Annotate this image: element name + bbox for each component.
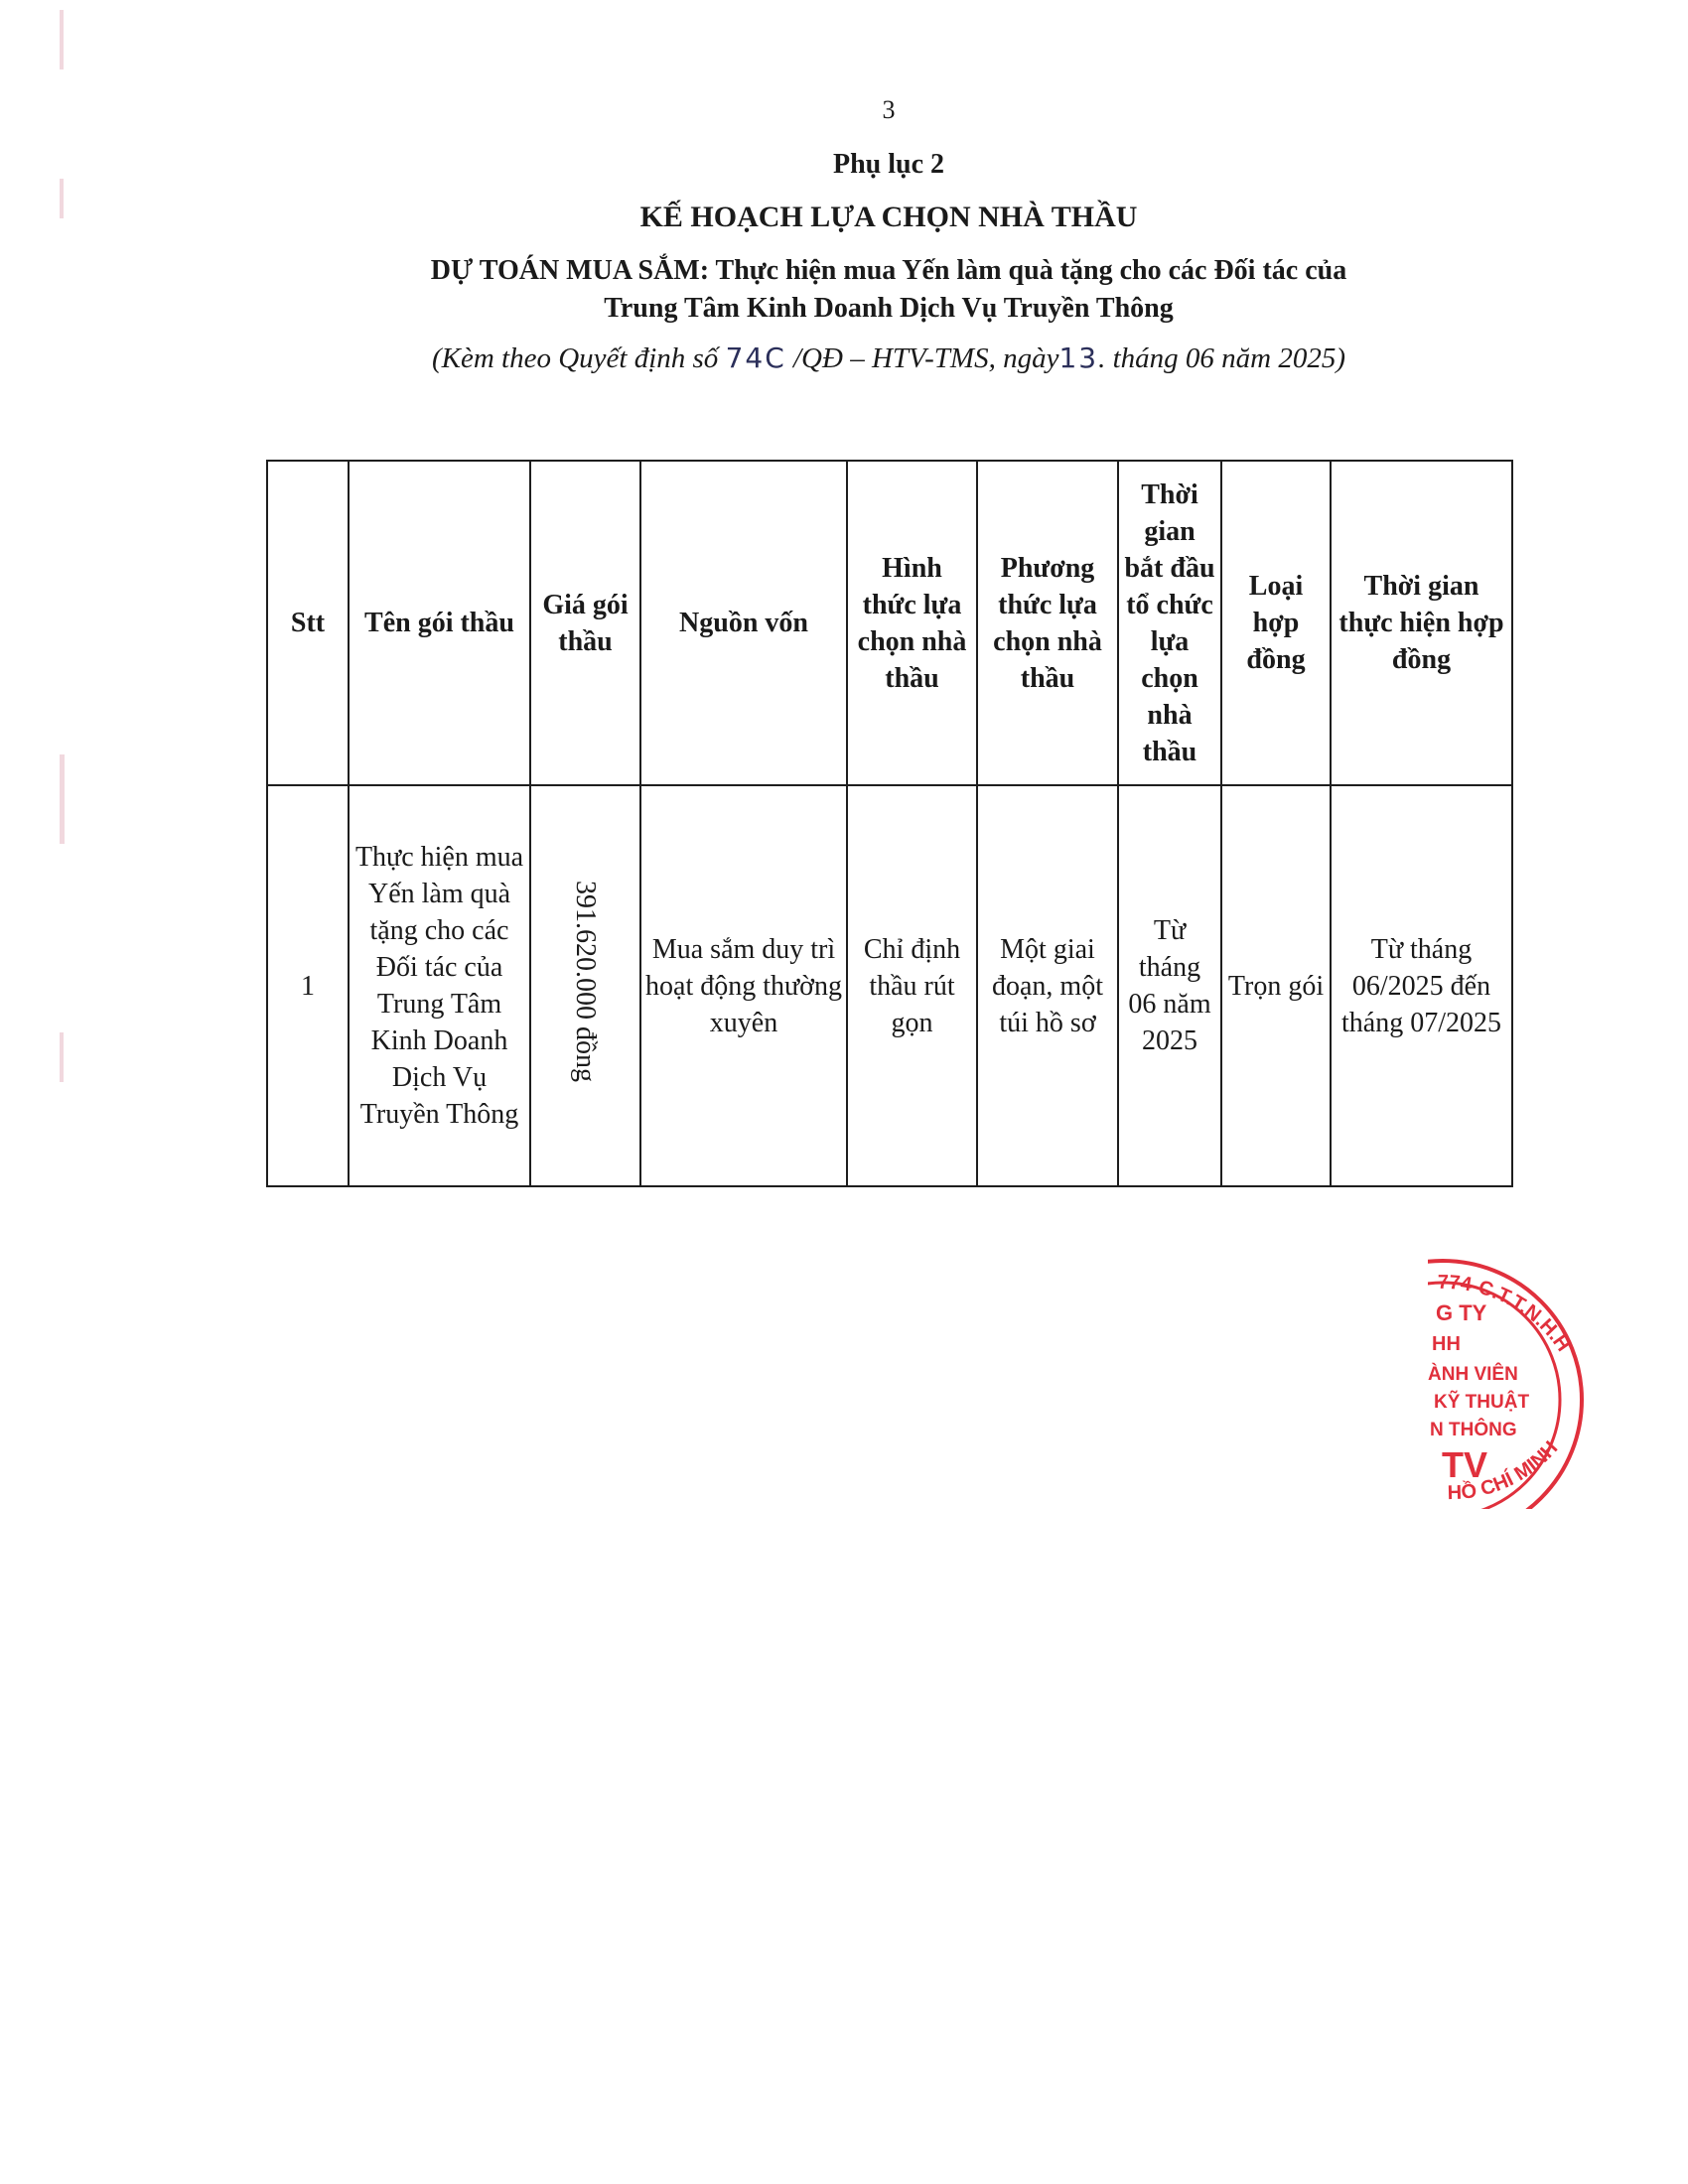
table-header-row bbox=[267, 461, 1512, 785]
header-selection-method: Phương thức lựa chọn nhà thầu bbox=[977, 461, 1118, 785]
attachment-prefix: (Kèm theo Quyết định số bbox=[431, 342, 719, 374]
page-title: KẾ HOẠCH LỰA CHỌN NHÀ THẦU bbox=[639, 201, 1138, 233]
page-number: 3 bbox=[882, 95, 896, 124]
stamp-ring-text-bottom: HỒ CHÍ MINH bbox=[1447, 1436, 1563, 1505]
attachment-note bbox=[0, 341, 1688, 375]
package-price-value: 391.620.000 đồng bbox=[570, 880, 601, 1082]
table-row bbox=[267, 785, 1512, 1186]
page-subtitle bbox=[0, 252, 1688, 328]
decision-number-handwritten: 74C bbox=[725, 341, 786, 374]
cell-selection-method: Một giai đoạn, một túi hồ sơ bbox=[977, 785, 1118, 1186]
company-seal-stamp bbox=[1428, 1211, 1626, 1509]
cell-contract-type: Trọn gói bbox=[1221, 785, 1331, 1186]
cell-package-name: Thực hiện mua Yến làm quà tặng cho các Đối tác của Trung Tâm Kinh Doanh Dịch Vụ Truyền Thông bbox=[349, 785, 530, 1186]
header-contract-type: Loại hợp đồng bbox=[1221, 461, 1331, 785]
subtitle-line-2: Trung Tâm Kinh Doanh Dịch Vụ Truyền Thông bbox=[604, 293, 1174, 324]
cell-selection-form: Chỉ định thầu rút gọn bbox=[847, 785, 977, 1186]
cell-start-time: Từ tháng 06 năm 2025 bbox=[1118, 785, 1221, 1186]
header-package-name: Tên gói thầu bbox=[349, 461, 530, 785]
day-handwritten: 13 bbox=[1058, 341, 1099, 374]
stamp-ring-text-top: 774-C.T.T.N.H.H bbox=[1437, 1271, 1575, 1356]
cell-package-price bbox=[530, 785, 640, 1186]
stamp-line-6: TV bbox=[1442, 1444, 1488, 1485]
attachment-middle: /QĐ – HTV-TMS, ngày bbox=[793, 342, 1059, 374]
appendix-label: Phụ lục 2 bbox=[832, 149, 945, 180]
attachment-suffix: . tháng 06 năm 2025) bbox=[1098, 342, 1346, 374]
header-funding-source: Nguồn vốn bbox=[640, 461, 847, 785]
header-package-price: Giá gói thầu bbox=[530, 461, 640, 785]
stamp-line-4: KỸ THUẬT bbox=[1434, 1392, 1530, 1413]
header-start-time: Thời gian bắt đầu tổ chức lựa chọn nhà thầu bbox=[1118, 461, 1221, 785]
header-contract-duration: Thời gian thực hiện hợp đồng bbox=[1331, 461, 1512, 785]
stamp-line-3: ÀNH VIÊN bbox=[1428, 1364, 1518, 1385]
stamp-line-5: N THÔNG bbox=[1430, 1420, 1517, 1440]
header-selection-form: Hình thức lựa chọn nhà thầu bbox=[847, 461, 977, 785]
header-stt: Stt bbox=[267, 461, 349, 785]
stamp-line-2: HH bbox=[1432, 1333, 1461, 1355]
scan-edge-marks bbox=[60, 0, 66, 2184]
subtitle-line-1: DỰ TOÁN MUA SẮM: Thực hiện mua Yến làm quà tặng cho các Đối tác của bbox=[430, 255, 1347, 286]
cell-funding-source: Mua sắm duy trì hoạt động thường xuyên bbox=[640, 785, 847, 1186]
stamp-line-1: G TY bbox=[1436, 1300, 1487, 1325]
cell-stt: 1 bbox=[267, 785, 349, 1186]
bidding-plan-table bbox=[266, 460, 1513, 1187]
cell-contract-duration: Từ tháng 06/2025 đến tháng 07/2025 bbox=[1331, 785, 1512, 1186]
